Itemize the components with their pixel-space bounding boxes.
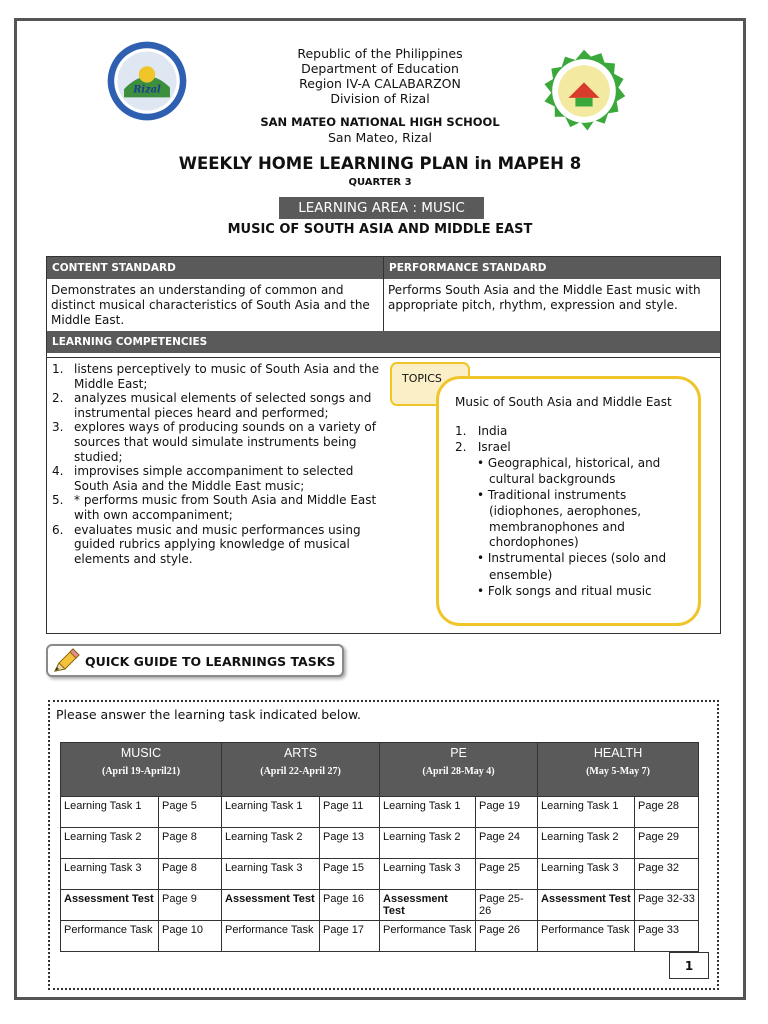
table-cell: Page 9 xyxy=(159,890,222,921)
document-title: WEEKLY HOME LEARNING PLAN in MAPEH 8 xyxy=(178,154,582,173)
performance-standard-text: Performs South Asia and the Middle East music with appropriate pitch, rhythm, expression and style. xyxy=(388,283,701,312)
table-row xyxy=(61,921,699,952)
topic-bullet-cont: (idiophones, aerophones, xyxy=(489,504,642,518)
header-music: MUSIC (April 19-April21) xyxy=(61,743,222,797)
table-cell: Page 32 xyxy=(635,859,699,890)
quarter-label: QUARTER 3 xyxy=(348,177,412,188)
table-cell: Page 8 xyxy=(159,828,222,859)
table-cell: Page 16 xyxy=(320,890,380,921)
learning-area-badge: LEARNING AREA : MUSIC xyxy=(279,197,484,219)
table-row xyxy=(61,797,699,828)
topic-bullet-cont: ensemble) xyxy=(489,568,553,582)
topic-bullet: • Instrumental pieces (solo and xyxy=(477,551,667,565)
pencil-icon xyxy=(51,647,81,675)
section-divider xyxy=(47,357,720,358)
table-cell: Page 33 xyxy=(635,921,699,952)
topic-bullet-cont: cultural backgrounds xyxy=(489,472,616,486)
column-divider xyxy=(383,257,384,331)
table-cell: Page 10 xyxy=(159,921,222,952)
table-cell: Performance Task xyxy=(538,921,635,952)
table-cell: Assessment Test xyxy=(538,890,635,921)
table-row xyxy=(61,828,699,859)
learning-competencies-header: LEARNING COMPETENCIES xyxy=(47,331,720,353)
tasks-instruction: Please answer the learning task indicated below. xyxy=(56,707,362,722)
topic-bullet: • Folk songs and ritual music xyxy=(477,584,652,598)
table-cell: Performance Task xyxy=(380,921,476,952)
table-row xyxy=(61,890,699,921)
list-item: 3. explores ways of producing sounds on a variety of sources that would simulate instruments being studied; xyxy=(52,420,376,464)
svg-text:Rizal: Rizal xyxy=(133,84,161,96)
topics-heading: Music of South Asia and Middle East xyxy=(455,395,672,409)
table-cell: Learning Task 3 xyxy=(61,859,159,890)
table-cell: Assessment Test xyxy=(222,890,320,921)
table-cell: Page 29 xyxy=(635,828,699,859)
performance-standard-header: PERFORMANCE STANDARD xyxy=(384,257,720,279)
header-division: Division of Rizal xyxy=(330,91,430,106)
table-cell: Assessment Test xyxy=(380,890,476,921)
content-standard-text: Demonstrates an understanding of common and distinct musical characteristics of South Asia and the Middle East. xyxy=(51,283,370,327)
topic-item-israel: 2. Israel xyxy=(455,440,511,454)
table-cell: Learning Task 2 xyxy=(380,828,476,859)
list-item: 1. listens perceptively to music of South Asia and the Middle East; xyxy=(52,362,379,391)
table-cell: Page 19 xyxy=(476,797,538,828)
topic-bullet-cont: chordophones) xyxy=(489,535,579,549)
table-cell: Page 32-33 xyxy=(635,890,699,921)
table-cell: Page 17 xyxy=(320,921,380,952)
header-region: Region IV-A CALABARZON xyxy=(299,76,461,91)
list-item: 6. evaluates music and music performances using guided rubrics applying knowledge of musical elements and style. xyxy=(52,522,361,566)
table-cell: Learning Task 1 xyxy=(538,797,635,828)
list-item: 2. analyzes musical elements of selected songs and instrumental pieces heard and performed; xyxy=(52,391,372,420)
table-cell: Learning Task 3 xyxy=(538,859,635,890)
table-cell: Page 13 xyxy=(320,828,380,859)
table-cell: Performance Task xyxy=(222,921,320,952)
table-cell: Page 25-26 xyxy=(476,890,538,921)
list-item: 4. improvises simple accompaniment to selected South Asia and the Middle East music; xyxy=(52,464,354,493)
table-cell: Learning Task 1 xyxy=(222,797,320,828)
table-cell: Learning Task 3 xyxy=(222,859,320,890)
government-header xyxy=(180,46,580,106)
school-name: SAN MATEO NATIONAL HIGH SCHOOL xyxy=(260,115,500,129)
school-town: San Mateo, Rizal xyxy=(328,130,432,145)
page-number: 1 xyxy=(669,952,709,979)
table-cell: Learning Task 3 xyxy=(380,859,476,890)
competencies-list xyxy=(52,362,380,566)
topic-bullet-cont: membranophones and xyxy=(489,520,625,534)
topics-tab: TOPICS xyxy=(390,362,470,406)
table-cell: Learning Task 1 xyxy=(380,797,476,828)
topic-bullet: • Traditional instruments xyxy=(477,488,627,502)
table-cell: Learning Task 1 xyxy=(61,797,159,828)
table-cell: Page 26 xyxy=(476,921,538,952)
header-pe: PE (April 28-May 4) xyxy=(380,743,538,797)
header-department: Department of Education xyxy=(301,61,459,76)
header-republic: Republic of the Philippines xyxy=(297,46,463,61)
quick-guide-banner xyxy=(46,644,344,677)
table-cell: Page 24 xyxy=(476,828,538,859)
header-health: HEALTH (May 5-May 7) xyxy=(538,743,699,797)
table-cell: Page 5 xyxy=(159,797,222,828)
topic-bullet: • Geographical, historical, and xyxy=(477,456,661,470)
quick-guide-label: QUICK GUIDE TO LEARNINGS TASKS xyxy=(85,654,336,669)
table-cell: Performance Task xyxy=(61,921,159,952)
table-cell: Page 28 xyxy=(635,797,699,828)
list-item: 5. * performs music from South Asia and Middle East with own accompaniment; xyxy=(52,493,377,522)
table-cell: Page 8 xyxy=(159,859,222,890)
table-cell: Learning Task 2 xyxy=(538,828,635,859)
deped-rizal-seal-logo xyxy=(106,40,188,122)
table-cell: Page 15 xyxy=(320,859,380,890)
content-standard-header: CONTENT STANDARD xyxy=(47,257,383,279)
topic-item-india: 1. India xyxy=(455,424,508,438)
table-cell: Assessment Test xyxy=(61,890,159,921)
learning-tasks-table xyxy=(60,742,699,952)
table-cell: Learning Task 2 xyxy=(222,828,320,859)
table-row xyxy=(61,859,699,890)
table-cell: Learning Task 2 xyxy=(61,828,159,859)
header-arts: ARTS (April 22-April 27) xyxy=(222,743,380,797)
table-cell: Page 25 xyxy=(476,859,538,890)
table-cell: Page 11 xyxy=(320,797,380,828)
document-subtitle: MUSIC OF SOUTH ASIA AND MIDDLE EAST xyxy=(227,222,533,237)
table-header-row xyxy=(61,743,699,797)
